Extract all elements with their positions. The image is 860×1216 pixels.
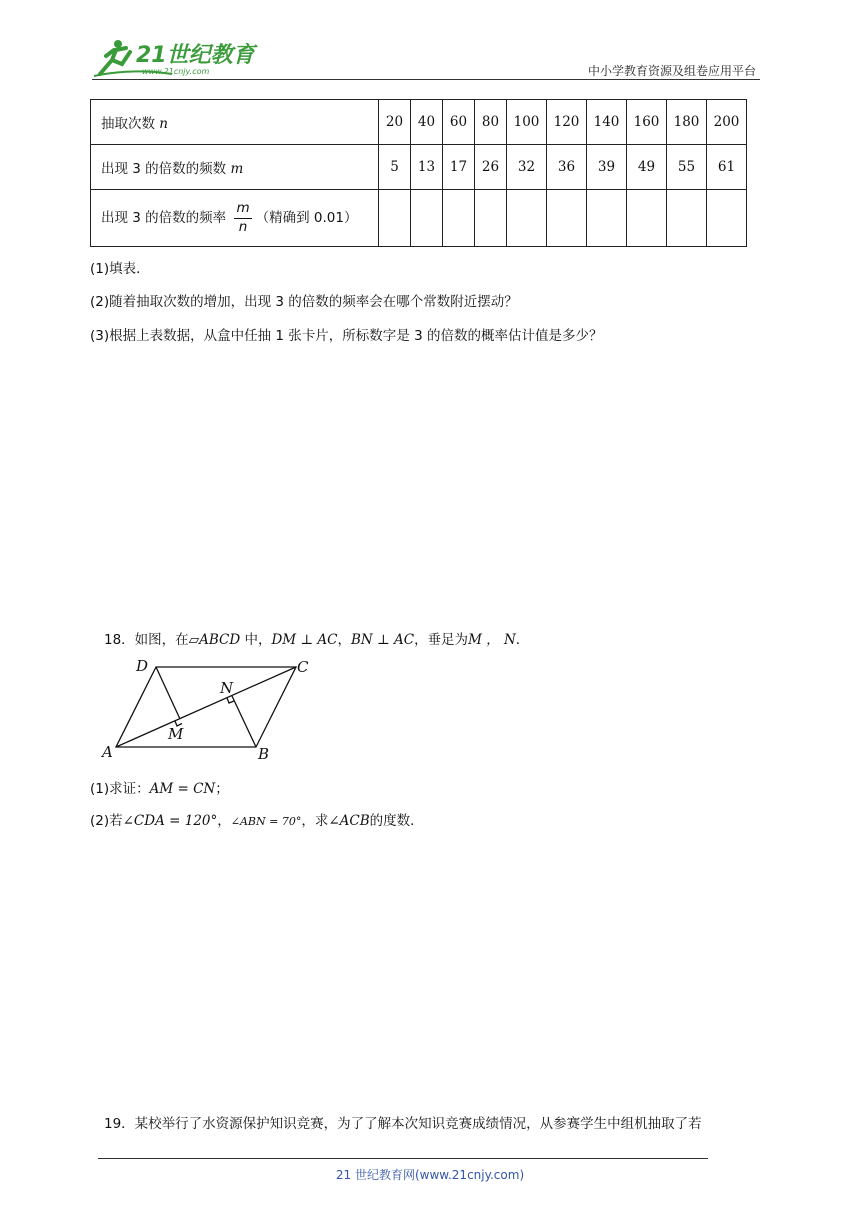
table-cell: 61 <box>707 145 747 190</box>
q17-part3: (3)根据上表数据，从盒中任抽 1 张卡片，所标数字是 3 的倍数的概率估计值是多少？ <box>90 328 603 344</box>
segment-dm <box>156 667 180 719</box>
label-a: A <box>102 743 113 761</box>
table-row-counts <box>91 145 747 190</box>
logo-url: www.21cnjy.com <box>142 67 210 76</box>
table-cell: 26 <box>475 145 507 190</box>
header-divider <box>92 79 760 80</box>
row-label-draws: 抽取次数 n <box>91 100 379 145</box>
table-cell: 100 <box>507 100 547 145</box>
empty-cell[interactable] <box>507 190 547 247</box>
label-c: C <box>297 658 309 676</box>
table-cell: 39 <box>587 145 627 190</box>
footer-divider <box>98 1158 708 1159</box>
table-cell: 160 <box>627 100 667 145</box>
label-n: N <box>220 679 234 697</box>
q19-stem: 19．某校举行了水资源保护知识竞赛，为了了解本次知识竞赛成绩情况，从参赛学生中组机抽取了若 <box>104 1116 702 1132</box>
empty-cell[interactable] <box>443 190 475 247</box>
table-cell: 17 <box>443 145 475 190</box>
empty-cell[interactable] <box>627 190 667 247</box>
label-d: D <box>136 657 149 675</box>
empty-cell[interactable] <box>379 190 411 247</box>
empty-cell[interactable] <box>411 190 443 247</box>
table-cell: 32 <box>507 145 547 190</box>
q18-part1: (1)求证：AM = CN； <box>90 781 229 797</box>
segment-bn <box>232 696 256 747</box>
diagonal-ac <box>116 667 296 747</box>
table-cell: 180 <box>667 100 707 145</box>
table-cell: 40 <box>411 100 443 145</box>
platform-name: 中小学教育资源及组卷应用平台 <box>587 64 756 78</box>
label-b: B <box>258 745 270 763</box>
table-cell: 36 <box>547 145 587 190</box>
row-label-counts: 出现 3 的倍数的频数 m <box>91 145 379 190</box>
table-cell: 55 <box>667 145 707 190</box>
table-cell: 200 <box>707 100 747 145</box>
empty-cell[interactable] <box>547 190 587 247</box>
empty-cell[interactable] <box>707 190 747 247</box>
label-m: M <box>168 725 184 743</box>
logo-text: 21世纪教育 <box>136 43 255 68</box>
row-label-frequency: 出现 3 的倍数的频率 $\frac{m}{n}$ （精确到 0.01） <box>91 190 379 247</box>
table-cell: 49 <box>627 145 667 190</box>
empty-cell[interactable] <box>587 190 627 247</box>
empty-cell[interactable] <box>667 190 707 247</box>
table-cell: 140 <box>587 100 627 145</box>
q18-part2: (2)若∠CDA = 120°，∠ABN = 70°，求∠ACB的度数． <box>90 813 424 829</box>
table-cell: 5 <box>379 145 411 190</box>
q17-part1: (1)填表． <box>90 261 150 277</box>
table-cell: 80 <box>475 100 507 145</box>
table-cell: 60 <box>443 100 475 145</box>
footer-link[interactable]: 21 世纪教育网(www.21cnjy.com) <box>335 1168 525 1182</box>
table-row-draws <box>91 100 747 145</box>
parallelogram-figure <box>98 655 318 767</box>
q18-stem: 18．如图，在▱ABCD 中，DM ⊥ AC，BN ⊥ AC，垂足为M ， N． <box>104 632 530 648</box>
brand-logo <box>92 34 262 80</box>
table-cell: 120 <box>547 100 587 145</box>
empty-cell[interactable] <box>475 190 507 247</box>
table-cell: 13 <box>411 145 443 190</box>
table-cell: 20 <box>379 100 411 145</box>
table-row-frequency <box>91 190 747 247</box>
q17-part2: (2)随着抽取次数的增加，出现 3 的倍数的频率会在哪个常数附近摆动？ <box>90 294 518 310</box>
fraction-m-over-n: $\frac{m}{n}$ <box>236 200 250 235</box>
frequency-table <box>90 99 747 247</box>
